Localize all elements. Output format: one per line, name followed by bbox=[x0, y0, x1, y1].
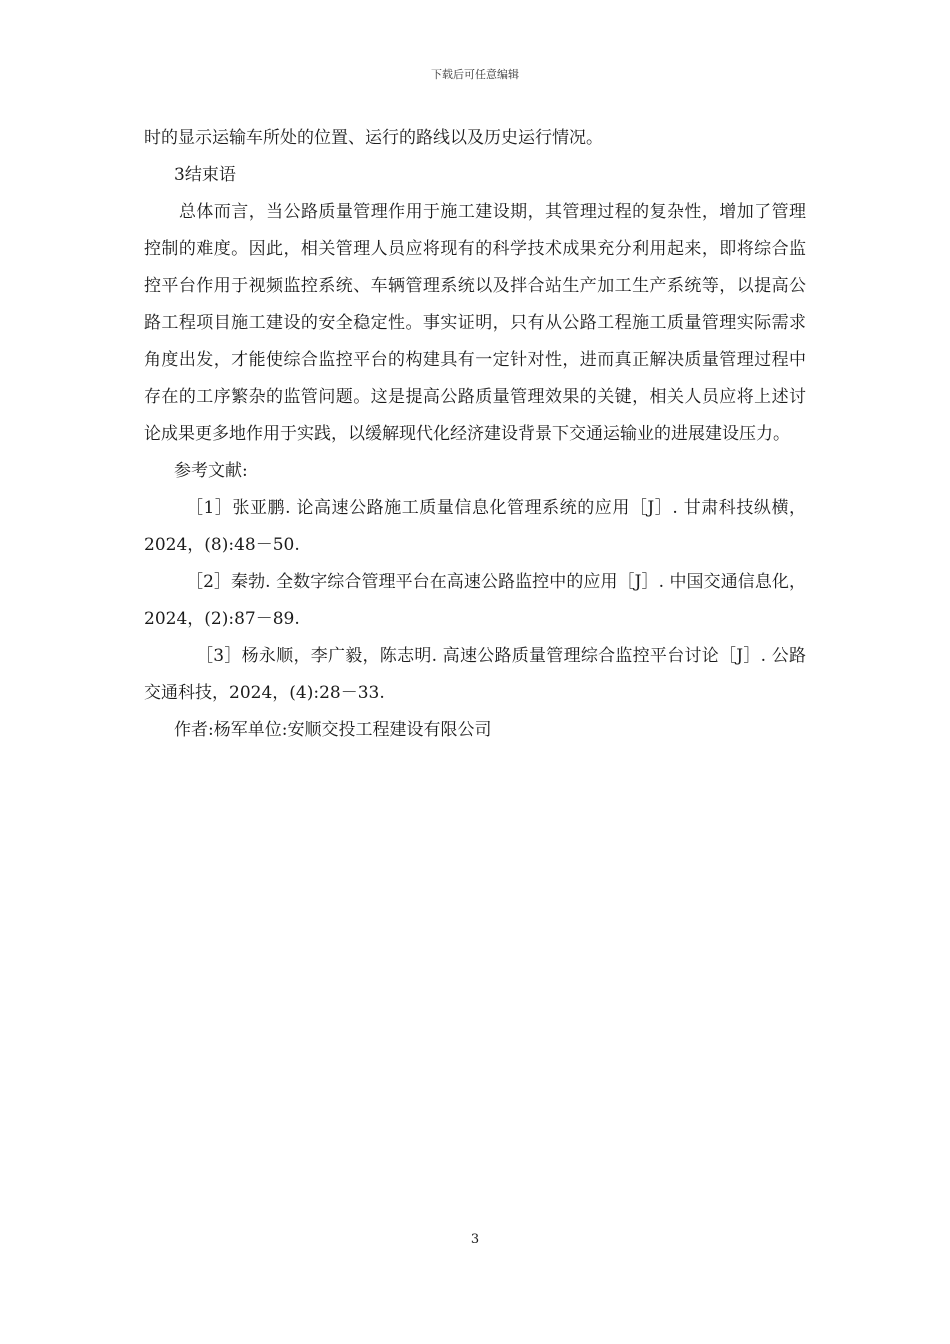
references-heading: 参考文献: bbox=[174, 461, 248, 481]
section-heading: 3结束语 bbox=[174, 165, 236, 185]
reference-item-1: ［1］张亚鹏. 论高速公路施工质量信息化管理系统的应用［J］. 甘肃科技纵横，2024，(8):48－50. bbox=[144, 498, 806, 555]
page-number-text: 3 bbox=[470, 1232, 480, 1247]
document-body bbox=[144, 120, 806, 749]
page-number bbox=[0, 1232, 950, 1247]
page-header bbox=[0, 66, 950, 82]
reference-item-3: ［3］杨永顺，李广毅，陈志明. 高速公路质量管理综合监控平台讨论［J］. 公路交通科技，2024，(4):28－33. bbox=[144, 646, 806, 703]
continued-paragraph: 时的显示运输车所处的位置、运行的路线以及历史运行情况。 bbox=[144, 128, 603, 148]
reference-item-2: ［2］秦勃. 全数字综合管理平台在高速公路监控中的应用［J］. 中国交通信息化，2024，(2):87－89. bbox=[144, 572, 806, 629]
header-note: 下载后可任意编辑 bbox=[431, 68, 519, 81]
author-line: 作者:杨军单位:安顺交投工程建设有限公司 bbox=[174, 720, 492, 740]
conclusion-paragraph: 总体而言，当公路质量管理作用于施工建设期，其管理过程的复杂性，增加了管理控制的难度。因此，相关管理人员应将现有的科学技术成果充分利用起来，即将综合监控平台作用于视频监控系统、车辆管理系统以及拌合站生产加工生产系统等，以提高公路工程项目施工建设的安全稳定性。事实证明，只有从公路工程施工质量管理实际需求角度出发，才能使综合监控平台的构建具有一定针对性，进而真正解决质量管理过程中存在的工序繁杂的监管问题。这是提高公路质量管理效果的关键，相关人员应将上述讨论成果更多地作用于实践，以缓解现代化经济建设背景下交通运输业的进展建设压力。 bbox=[144, 202, 806, 444]
